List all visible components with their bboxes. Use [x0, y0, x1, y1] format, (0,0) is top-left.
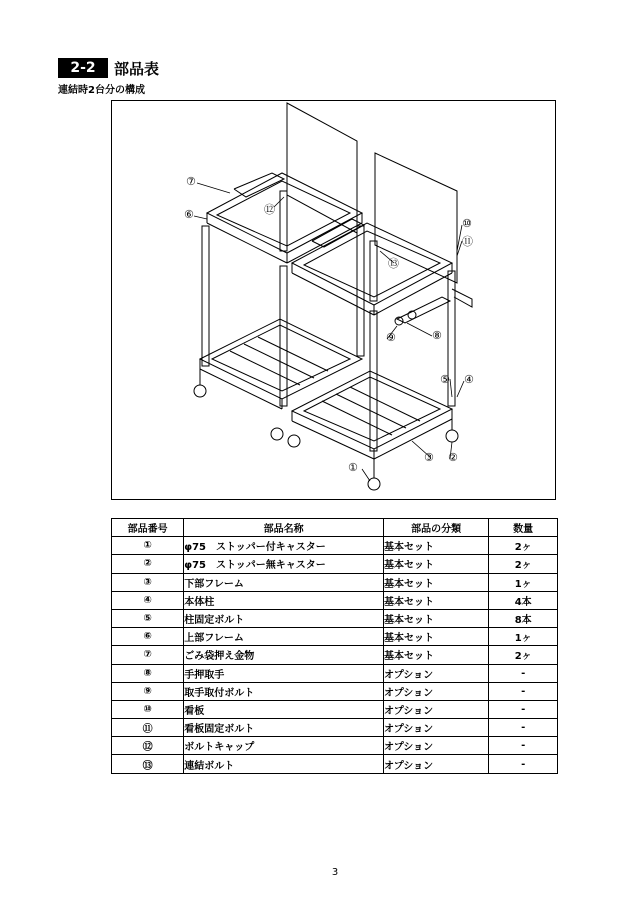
callout-1: ① — [348, 461, 358, 474]
cell-name: ごみ袋押え金物 — [184, 646, 384, 664]
cell-name: 連結ボルト — [184, 755, 384, 773]
table-row — [112, 700, 558, 718]
callout-5: ⑤ — [440, 373, 450, 386]
cell-name: φ75 ストッパー付キャスター — [184, 537, 384, 555]
cell-number: ⑬ — [112, 755, 184, 773]
header-part-number: 部品番号 — [112, 519, 184, 537]
cell-quantity: 2ヶ — [489, 555, 558, 573]
cell-name: 取手取付ボルト — [184, 682, 384, 700]
cell-quantity: - — [489, 737, 558, 755]
cell-category: オプション — [384, 719, 489, 737]
parts-table — [111, 518, 558, 774]
cell-quantity: - — [489, 682, 558, 700]
callout-13: ⑬ — [388, 257, 399, 270]
cell-quantity: - — [489, 755, 558, 773]
cell-quantity: 4本 — [489, 591, 558, 609]
cell-quantity: - — [489, 700, 558, 718]
table-row — [112, 609, 558, 627]
table-row — [112, 737, 558, 755]
cell-category: 基本セット — [384, 573, 489, 591]
callout-7: ⑦ — [186, 175, 196, 188]
cell-category: 基本セット — [384, 628, 489, 646]
callout-4: ④ — [464, 373, 474, 386]
callout-8: ⑧ — [432, 329, 442, 342]
cell-name: 下部フレーム — [184, 573, 384, 591]
table-header-row — [112, 519, 558, 537]
section-number: 2-2 — [58, 58, 108, 78]
table-row — [112, 682, 558, 700]
cell-quantity: 2ヶ — [489, 537, 558, 555]
cell-category: 基本セット — [384, 591, 489, 609]
cell-name: 柱固定ボルト — [184, 609, 384, 627]
section-header — [58, 58, 159, 78]
cell-number: ⑥ — [112, 628, 184, 646]
cell-quantity: 1ヶ — [489, 628, 558, 646]
cell-number: ⑫ — [112, 737, 184, 755]
cell-category: オプション — [384, 682, 489, 700]
cell-name: 本体柱 — [184, 591, 384, 609]
cell-quantity: 8本 — [489, 609, 558, 627]
cell-category: オプション — [384, 737, 489, 755]
section-title: 部品表 — [114, 59, 160, 78]
cell-number: ⑧ — [112, 664, 184, 682]
cell-number: ① — [112, 537, 184, 555]
cell-category: 基本セット — [384, 609, 489, 627]
table-row — [112, 646, 558, 664]
callout-2: ② — [448, 451, 458, 464]
table-row — [112, 555, 558, 573]
callout-3: ③ — [424, 451, 434, 464]
table-row — [112, 664, 558, 682]
cell-number: ② — [112, 555, 184, 573]
table-row — [112, 591, 558, 609]
cell-number: ⑨ — [112, 682, 184, 700]
cell-category: オプション — [384, 664, 489, 682]
header-part-name: 部品名称 — [184, 519, 384, 537]
cell-number: ④ — [112, 591, 184, 609]
assembly-drawing — [111, 100, 556, 500]
cell-name: 手押取手 — [184, 664, 384, 682]
cell-quantity: 2ヶ — [489, 646, 558, 664]
callout-11: ⑪ — [462, 235, 473, 248]
callout-6: ⑥ — [184, 208, 194, 221]
callout-9: ⑨ — [386, 331, 396, 344]
cell-quantity: - — [489, 664, 558, 682]
callout-12: ⑫ — [264, 203, 275, 216]
cell-number: ⑦ — [112, 646, 184, 664]
cell-quantity: - — [489, 719, 558, 737]
cell-category: 基本セット — [384, 646, 489, 664]
cell-name: 看板 — [184, 700, 384, 718]
cell-category: オプション — [384, 755, 489, 773]
cell-category: 基本セット — [384, 555, 489, 573]
cell-number: ⑪ — [112, 719, 184, 737]
table-row — [112, 537, 558, 555]
cell-name: φ75 ストッパー無キャスター — [184, 555, 384, 573]
callout-10: ⑩ — [462, 217, 472, 230]
page-number: 3 — [331, 867, 339, 878]
cell-number: ③ — [112, 573, 184, 591]
cell-category: オプション — [384, 700, 489, 718]
subtitle: 連結時2台分の構成 — [58, 85, 145, 96]
header-quantity: 数量 — [489, 519, 558, 537]
cell-name: ボルトキャップ — [184, 737, 384, 755]
cell-category: 基本セット — [384, 537, 489, 555]
table-row — [112, 755, 558, 773]
table-row — [112, 573, 558, 591]
header-category: 部品の分類 — [384, 519, 489, 537]
cell-name: 上部フレーム — [184, 628, 384, 646]
table-row — [112, 628, 558, 646]
cell-number: ⑤ — [112, 609, 184, 627]
table-row — [112, 719, 558, 737]
cart-illustration — [112, 101, 557, 501]
cell-quantity: 1ヶ — [489, 573, 558, 591]
cell-number: ⑩ — [112, 700, 184, 718]
cell-name: 看板固定ボルト — [184, 719, 384, 737]
